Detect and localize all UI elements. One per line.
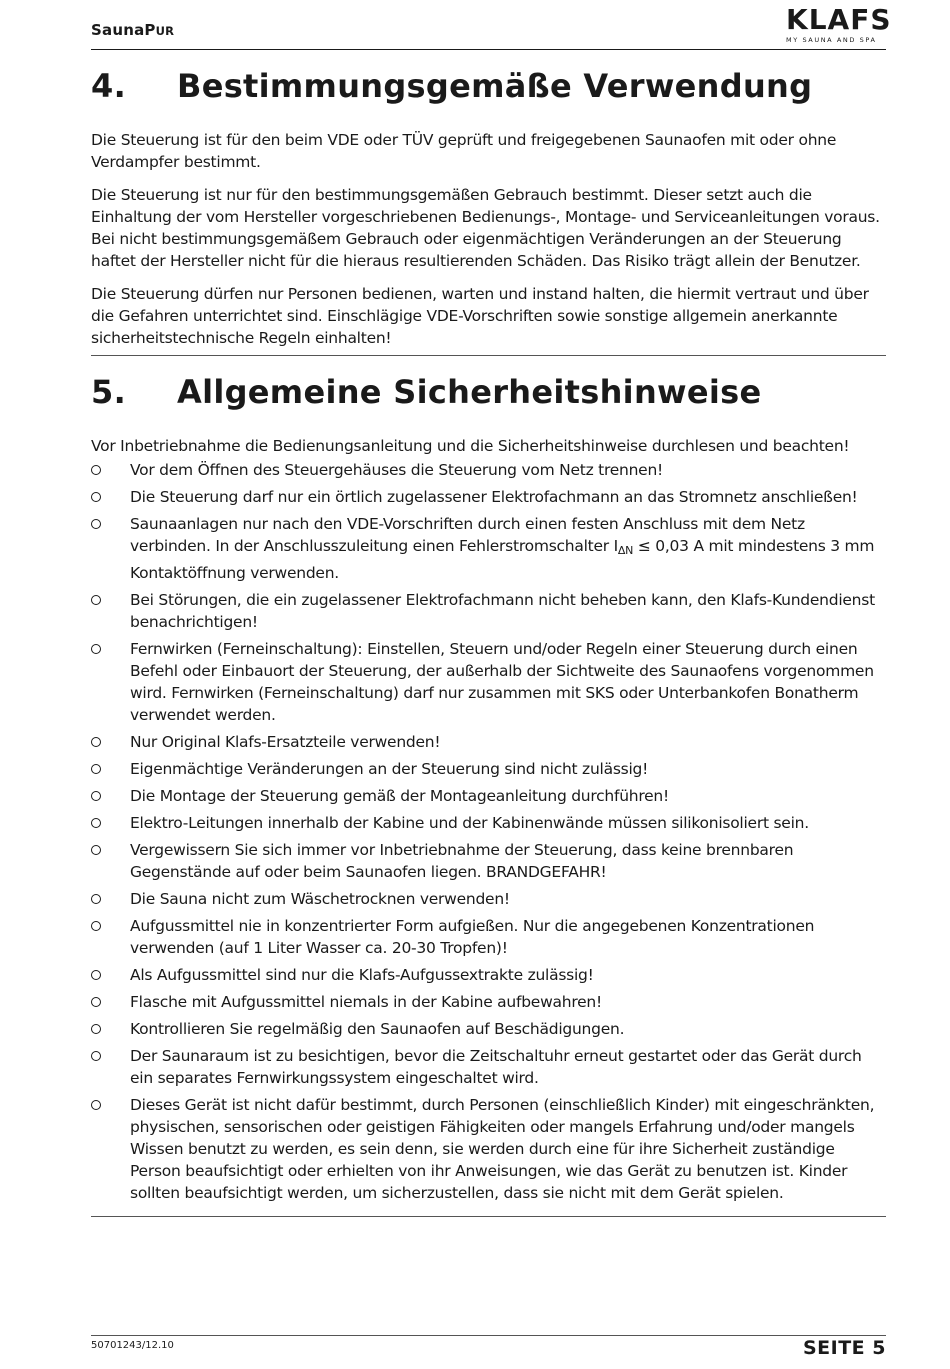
logo-wordmark: KLAFS xyxy=(786,3,892,36)
list-item-text: Flasche mit Aufgussmittel niemals in der Kabine aufbewahren! xyxy=(130,993,602,1011)
section-divider xyxy=(91,1216,886,1217)
circle-bullet-icon xyxy=(91,1024,101,1034)
page-number: SEITE 5 xyxy=(802,1337,886,1359)
section-4-number: 4. xyxy=(91,67,127,105)
document-code: 50701243/12.10 xyxy=(91,1340,174,1351)
section-4-title xyxy=(91,67,812,105)
section-4-heading: Bestimmungsgemäße Verwendung xyxy=(177,67,813,105)
section-5-body xyxy=(91,435,881,1209)
paragraph: Die Steuerung ist für den beim VDE oder TÜV geprüft und freigegebenen Saunaofen mit oder ohne Verdampfer bestimmt. xyxy=(91,131,837,171)
list-item xyxy=(91,486,881,508)
list-item xyxy=(91,1018,881,1040)
list-item-text: Die Montage der Steuerung gemäß der Montageanleitung durchführen! xyxy=(130,787,669,805)
circle-bullet-icon xyxy=(91,644,101,654)
section-4-body xyxy=(91,129,881,360)
list-item-text: Fernwirken (Ferneinschaltung): Einstellen, Steuern und/oder Regeln einer Steuerung durch einen Befehl oder Einbauort der Steuerung, der außerhalb der Sichtweite des Saunaofens vorgenommen wird. Fernwirken (Ferneinschaltung) darf nur zusammen mit SKS oder Unterbankofen Bonatherm verwendet werden. xyxy=(130,640,874,724)
footer-divider xyxy=(91,1335,886,1336)
section-5-title xyxy=(91,373,762,411)
list-item-text: Dieses Gerät ist nicht dafür bestimmt, durch Personen (einschließlich Kinder) mit eingeschränkten, physischen, sensorischen oder geistigen Fähigkeiten oder mangels Erfahrung und/oder mangels Wissen benutzt zu werden, es sein denn, sie werden durch eine für ihre Sicherheit zuständige Person beaufsichtigt oder erhielten von ihr Anweisungen, wie das Gerät zu benutzen ist. Kinder sollten beaufsichtigt werden, um sicherzustellen, dass sie nicht mit dem Gerät spielen. xyxy=(130,1096,875,1202)
list-item xyxy=(91,785,881,807)
list-item-text: Vor dem Öffnen des Steuergehäuses die Steuerung vom Netz trennen! xyxy=(130,461,664,479)
list-item xyxy=(91,758,881,780)
circle-bullet-icon xyxy=(91,970,101,980)
list-item xyxy=(91,513,881,584)
list-item-text: Der Saunaraum ist zu besichtigen, bevor die Zeitschaltuhr erneut gestartet oder das Gerät durch ein separates Fernwirkungssystem eingeschaltet wird. xyxy=(130,1047,862,1087)
header-divider xyxy=(91,49,886,50)
list-item-text: Saunaanlagen nur nach den VDE-Vorschriften durch einen festen Anschluss mit dem Netz verbinden. In der Anschlusszuleitung einen Fehlerstromschalter I xyxy=(130,515,805,555)
list-item xyxy=(91,731,881,753)
list-item xyxy=(91,1045,881,1089)
list-item xyxy=(91,638,881,726)
list-item xyxy=(91,459,881,481)
logo-tagline: MY SAUNA AND SPA xyxy=(786,36,877,44)
circle-bullet-icon xyxy=(91,465,101,475)
list-item-text: Elektro-Leitungen innerhalb der Kabine und der Kabinenwände müssen silikonisoliert sein. xyxy=(130,814,809,832)
paragraph: Die Steuerung dürfen nur Personen bedienen, warten und instand halten, die hiermit vertraut und über die Gefahren unterrichtet sind. Einschlägige VDE-Vorschriften sowie sonstige allgemein anerkannte sicherheitstechnische Regeln einhalten! xyxy=(91,285,869,347)
klafs-logo xyxy=(786,3,892,44)
paragraph: Die Steuerung ist nur für den bestimmungsgemäßen Gebrauch bestimmt. Dieser setzt auch die Einhaltung der vom Hersteller vorgeschriebenen Bedienungs-, Montage- und Serviceanleitungen voraus. Bei nicht bestimmungsgemäßem Gebrauch oder eigenmächtigen Veränderungen an der Steuerung haftet der Hersteller nicht für die hieraus resultierenden Schäden. Das Risiko trägt allein der Benutzer. xyxy=(91,186,880,270)
circle-bullet-icon xyxy=(91,997,101,1007)
circle-bullet-icon xyxy=(91,845,101,855)
section-5-number: 5. xyxy=(91,373,127,411)
list-item xyxy=(91,888,881,910)
circle-bullet-icon xyxy=(91,737,101,747)
list-item-text: Bei Störungen, die ein zugelassener Elektrofachmann nicht beheben kann, den Klafs-Kundendienst benachrichtigen! xyxy=(130,591,875,631)
list-item-text: Kontrollieren Sie regelmäßig den Saunaofen auf Beschädigungen. xyxy=(130,1020,625,1038)
safety-list xyxy=(91,459,881,1204)
circle-bullet-icon xyxy=(91,595,101,605)
list-item xyxy=(91,589,881,633)
list-item-text: Eigenmächtige Veränderungen an der Steuerung sind nicht zulässig! xyxy=(130,760,649,778)
list-item xyxy=(91,915,881,959)
subscript: ΔN xyxy=(617,544,634,557)
circle-bullet-icon xyxy=(91,921,101,931)
list-item-text: Nur Original Klafs-Ersatzteile verwenden! xyxy=(130,733,441,751)
circle-bullet-icon xyxy=(91,492,101,502)
list-item xyxy=(91,991,881,1013)
brand-name-main: SaunaP xyxy=(91,21,156,39)
list-item-text: ≤ 0,03 A mit mindestens 3 mm Kontaktöffnung verwenden. xyxy=(130,537,875,582)
safety-intro: Vor Inbetriebnahme die Bedienungsanleitung und die Sicherheitshinweise durchlesen und beachten! xyxy=(91,437,850,455)
circle-bullet-icon xyxy=(91,791,101,801)
circle-bullet-icon xyxy=(91,519,101,529)
circle-bullet-icon xyxy=(91,1100,101,1110)
list-item-text: Die Sauna nicht zum Wäschetrocknen verwenden! xyxy=(130,890,510,908)
list-item-text: Vergewissern Sie sich immer vor Inbetriebnahme der Steuerung, dass keine brennbaren Gegenstände auf oder beim Saunaofen liegen. BRANDGEFAHR! xyxy=(130,841,794,881)
brand-name-suffix: UR xyxy=(155,24,175,38)
circle-bullet-icon xyxy=(91,818,101,828)
section-5-heading: Allgemeine Sicherheitshinweise xyxy=(177,373,762,411)
list-item-text: Aufgussmittel nie in konzentrierter Form aufgießen. Nur die angegebenen Konzentrationen verwenden (auf 1 Liter Wasser ca. 20-30 Tropfen)! xyxy=(130,917,815,957)
section-divider xyxy=(91,355,886,356)
list-item xyxy=(91,964,881,986)
list-item xyxy=(91,1094,881,1204)
list-item xyxy=(91,839,881,883)
circle-bullet-icon xyxy=(91,764,101,774)
circle-bullet-icon xyxy=(91,1051,101,1061)
list-item-text: Als Aufgussmittel sind nur die Klafs-Aufgussextrakte zulässig! xyxy=(130,966,594,984)
circle-bullet-icon xyxy=(91,894,101,904)
list-item-text: Die Steuerung darf nur ein örtlich zugelassener Elektrofachmann an das Stromnetz anschließen! xyxy=(130,488,858,506)
brand-name xyxy=(91,21,174,39)
list-item xyxy=(91,812,881,834)
